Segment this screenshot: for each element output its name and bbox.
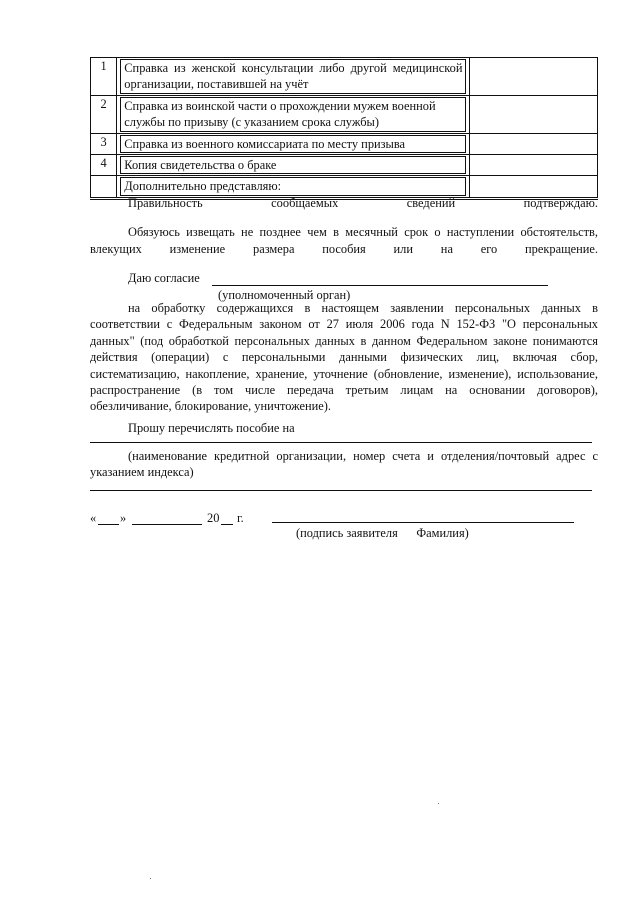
obligation-line-2: влекущих изменение размера пособия или на его прекращение. bbox=[90, 242, 598, 256]
table-row bbox=[91, 95, 598, 133]
scan-speck bbox=[150, 878, 151, 879]
consent-label: Даю согласие bbox=[128, 271, 200, 285]
row-number: 3 bbox=[91, 133, 117, 154]
table-row bbox=[91, 133, 598, 154]
documents-table bbox=[90, 57, 598, 200]
row-text bbox=[117, 154, 470, 175]
confirmation-line: Правильность сообщаемых сведений подтверждаю. bbox=[128, 196, 598, 210]
payment-field-line[interactable] bbox=[90, 442, 592, 443]
year-prefix: 20 bbox=[207, 511, 220, 525]
obligation-line-1: Обязуюсь извещать не позднее чем в месячный срок о наступлении обстоятельств, bbox=[128, 225, 598, 239]
row-text-box: Справка из военного комиссариата по месту призыва bbox=[120, 135, 466, 153]
row-number: 4 bbox=[91, 154, 117, 175]
row-text bbox=[117, 95, 470, 133]
signature-caption: (подпись заявителя Фамилия) bbox=[296, 526, 469, 540]
row-mark-cell[interactable] bbox=[470, 95, 598, 133]
row-number: 2 bbox=[91, 95, 117, 133]
payment-field-line-2[interactable] bbox=[90, 490, 592, 491]
consent-text: на обработку содержащихся в настоящем заявлении персональных данных в соответствии с Федеральным законом от 27 июля 2006 года N 152-ФЗ "О персональных данных" (под обработкой персональных данных в данном Федеральном законе понимаются действия (операции) с персональными данными физических лиц, включая сбор, систематизацию, накопление, хранение, уточнение (обновление, изменение), использование, распространение (в том числе передача третьим лицам на основании договоров), обезличивание, блокирование, уничтожение). bbox=[90, 301, 598, 414]
row-text-box: Дополнительно представляю: bbox=[120, 177, 466, 195]
authority-field-line[interactable] bbox=[212, 285, 548, 286]
day-field-line[interactable] bbox=[98, 524, 119, 525]
row-number: 1 bbox=[91, 58, 117, 96]
row-mark-cell[interactable] bbox=[470, 58, 598, 96]
date-open-quote: « bbox=[90, 511, 97, 525]
row-number bbox=[91, 176, 117, 198]
row-text bbox=[117, 58, 470, 96]
table-row bbox=[91, 154, 598, 175]
row-text bbox=[117, 133, 470, 154]
year-field-line[interactable] bbox=[221, 524, 233, 525]
payment-label: Прошу перечислять пособие на bbox=[128, 421, 295, 435]
authority-caption: (уполномоченный орган) bbox=[218, 288, 351, 302]
row-mark-cell[interactable] bbox=[470, 154, 598, 175]
row-text-box: Справка из женской консультации либо другой медицинской организации, поставившей на учёт bbox=[120, 59, 466, 94]
scan-speck bbox=[438, 803, 439, 804]
signature-field-line[interactable] bbox=[272, 522, 574, 523]
row-mark-cell[interactable] bbox=[470, 133, 598, 154]
date-close-quote: » bbox=[120, 511, 127, 525]
month-field-line[interactable] bbox=[132, 524, 202, 525]
row-text-box: Копия свидетельства о браке bbox=[120, 156, 466, 174]
year-suffix: г. bbox=[237, 511, 244, 525]
row-text-box: Справка из воинской части о прохождении мужем военной службы по призыву (с указанием срока службы) bbox=[120, 97, 466, 132]
payment-caption: (наименование кредитной организации, номер счета и отделения/почтовый адрес с указанием индекса) bbox=[90, 449, 598, 480]
table-row bbox=[91, 58, 598, 96]
